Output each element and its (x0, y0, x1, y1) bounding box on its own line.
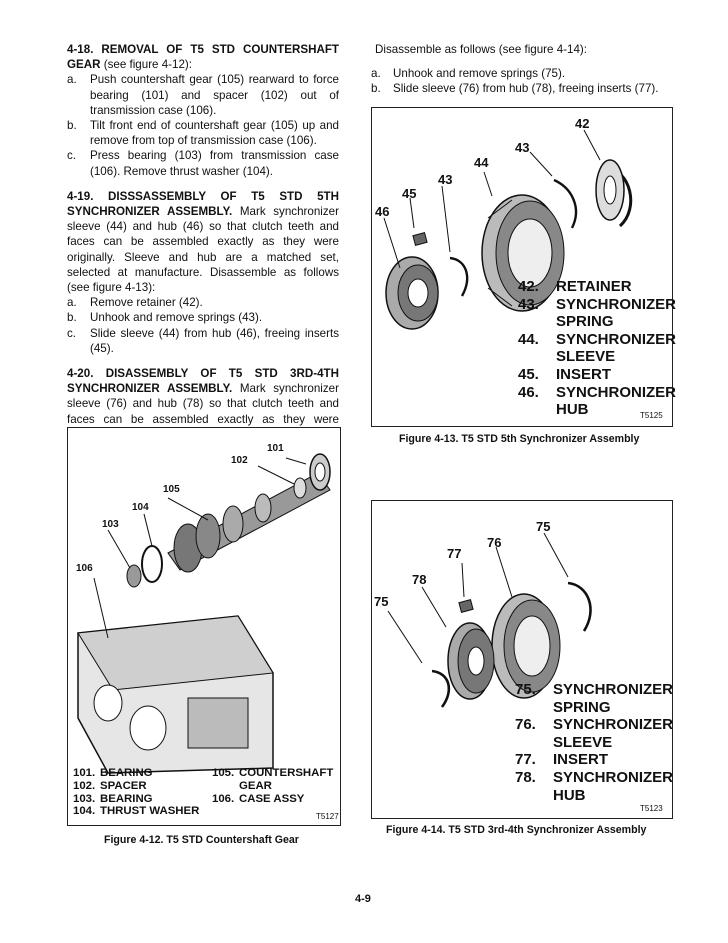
section-4-18 (67, 42, 339, 179)
figure-code: T5127 (316, 812, 339, 821)
callout-105: 105 (163, 484, 180, 495)
hub-78-drawing (448, 623, 494, 699)
legend-row: 101. BEARING (73, 767, 153, 779)
section-4-18-heading: 4-18. REMOVAL OF T5 STD COUNTERSHAFT GEAR (67, 43, 339, 72)
step-letter: a. (67, 73, 77, 87)
legend-row: SPRING (553, 698, 611, 716)
section-4-20-heading: 4-20. DISASSEMBLY OF T5 STD 3RD-4TH SYNCHRONIZER ASSEMBLY. (67, 367, 339, 396)
step-letter: b. (67, 311, 77, 325)
callout-77: 77 (447, 546, 462, 561)
left-text-column (67, 42, 339, 467)
callout-44: 44 (474, 155, 489, 170)
figure-4-12-legend-right (212, 767, 333, 805)
callout-78: 78 (412, 572, 427, 587)
hub-46-drawing (386, 257, 438, 329)
callout-46: 46 (375, 204, 390, 219)
step-text: Unhook and remove springs (43). (90, 311, 263, 325)
figure-4-13-caption: Figure 4-13. T5 STD 5th Synchronizer Assembly (399, 433, 640, 445)
legend-row: 104. THRUST WASHER (73, 805, 200, 818)
figure-code: T5123 (640, 804, 663, 813)
section-4-19-intro: Mark synchronizer sleeve (44) and hub (46) so that clutch teeth and faces can be assembled exactly as they were originally. Sleeve and hub are a matched set, selected at manufacture. Disassemble as follows (see figure 4-13): (67, 205, 339, 295)
callout-102: 102 (231, 455, 248, 466)
step-text: Press bearing (103) from transmission case (106). Remove thrust washer (104). (90, 149, 339, 178)
legend-row: 46. SYNCHRONIZER (518, 383, 677, 401)
callout-42: 42 (575, 116, 590, 131)
step-4-18-b (67, 118, 339, 148)
step-letter: b. (371, 82, 381, 96)
legend-row: 78. SYNCHRONIZER (515, 768, 674, 786)
figure-4-12-caption: Figure 4-12. T5 STD Countershaft Gear (104, 834, 299, 846)
legend-row: 45. INSERT (518, 365, 612, 383)
figure-4-14-caption: Figure 4-14. T5 STD 3rd-4th Synchronizer Assembly (386, 824, 647, 836)
page-number: 4-9 (355, 893, 371, 905)
step-4-18-a (67, 72, 339, 118)
legend-row: GEAR (239, 779, 272, 792)
legend-row: SLEEVE (556, 348, 616, 366)
retainer-42-drawing (596, 160, 624, 220)
callout-103: 103 (102, 519, 119, 530)
legend-row: SPRING (556, 313, 614, 331)
step-4-18-c (67, 148, 339, 178)
legend-row: 103. BEARING (73, 792, 153, 805)
callout-43-lower: 43 (438, 172, 453, 187)
step-text: Remove retainer (42). (90, 296, 203, 310)
right-text-column (371, 42, 671, 97)
legend-row: SLEEVE (553, 733, 613, 751)
step-letter: a. (371, 67, 381, 81)
callout-76: 76 (487, 535, 502, 550)
step-letter: c. (67, 326, 77, 340)
legend-row: 42. RETAINER (518, 278, 632, 295)
right-intro: Disassemble as follows (see figure 4-14): (375, 43, 587, 56)
step-4-19-a (67, 295, 339, 310)
step-4-19-b (67, 310, 339, 325)
callout-75-right: 75 (536, 519, 551, 534)
figure-4-14-legend (515, 681, 673, 804)
step-text: Unhook and remove springs (75). (393, 67, 566, 81)
legend-row: 77. INSERT (515, 751, 609, 769)
section-4-19 (67, 189, 339, 356)
figure-4-13-legend (518, 278, 676, 419)
figure-4-13 (371, 107, 677, 427)
legend-row: 105. COUNTERSHAFT (212, 767, 334, 779)
step-4-20-b (371, 81, 671, 96)
step-text: Tilt front end of countershaft gear (105) up and remove from top of transmission case (106). (90, 119, 339, 148)
callout-104: 104 (132, 502, 149, 513)
step-4-19-c (67, 326, 339, 356)
figure-4-12-legend-left (73, 767, 199, 818)
step-text: Slide sleeve (44) from hub (46), freeing inserts (45). (90, 326, 339, 355)
step-letter: b. (67, 119, 77, 133)
section-4-18-intro: (see figure 4-12): (103, 58, 193, 72)
legend-row: 44. SYNCHRONIZER (518, 330, 677, 348)
section-4-20-intro: Mark synchronizer sleeve (76) and hub (78) so that clutch teeth and faces can be assembled exactly as they were (67, 382, 339, 426)
callout-106: 106 (76, 563, 93, 574)
callout-101: 101 (267, 443, 284, 454)
figure-4-14 (371, 500, 673, 819)
countershaft-gear-illustration (68, 428, 340, 825)
case-106-drawing (78, 616, 273, 773)
step-text: Push countershaft gear (105) rearward to force bearing (101) and spacer (102) out of transmission case (106). (90, 73, 339, 117)
step-text: Slide sleeve (76) from hub (78), freeing inserts (77). (393, 82, 659, 96)
legend-row: HUB (556, 401, 589, 419)
legend-row: 106. CASE ASSY (212, 792, 305, 805)
callout-43-upper: 43 (515, 140, 530, 155)
step-letter: c. (67, 149, 77, 163)
legend-row: 75. SYNCHRONIZER (515, 681, 674, 698)
legend-row: 76. SYNCHRONIZER (515, 716, 674, 734)
step-4-20-a (371, 66, 671, 81)
callout-75-left: 75 (374, 594, 389, 609)
legend-row: HUB (553, 786, 586, 804)
step-letter: a. (67, 296, 77, 310)
legend-row: 43. SYNCHRONIZER (518, 295, 677, 313)
figure-4-12 (67, 427, 341, 826)
section-4-19-heading: 4-19. DISSSASSEMBLY OF T5 STD 5TH SYNCHRONIZER ASSEMBLY. (67, 189, 339, 219)
callout-45: 45 (402, 186, 417, 201)
legend-row: 102. SPACER (73, 779, 147, 792)
figure-code: T5125 (640, 411, 663, 420)
